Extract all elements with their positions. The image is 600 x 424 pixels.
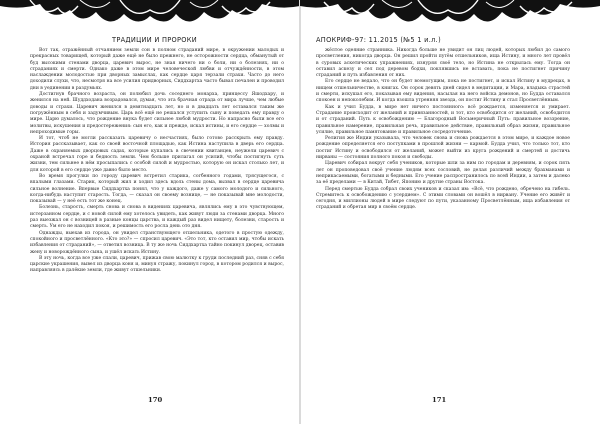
paragraph: В эту ночь, когда все уже спали, царевич, прижав свою малютку к груди последний раз, сняв с себя царские украшения, вывел из дворца коня и, минуя стражу, покинул город, в котором родился и вырос, направляясь в далёкие земли, где живут отшельники.: [30, 255, 284, 274]
paragraph: Достигнув брачного возраста, он полюбил дочь соседнего монарха, принцессу Яшодхару, и женился на ней. Шуддходана возрадовался, думая, что эта брачная отрада от мира лучше, чем любые доводы и страхи. Царевич женился в девятнадцать лет, но и в двадцать лет оставался таким же погружённым в себя и задумчивым. Царь всё ещё не решался уступить сыну и поведать ему правду о мире. Царю думалось, что рождение внука будет сильнее любой мудрости. Но напрасно были все его молитвы, искушения и предостережения: сын его, как и прежде, искал истины, и его сердце — холмы и непроходимые горы.: [30, 92, 284, 135]
paragraph: И тот, чтоб не могли рассказать царевичу о несчастиях, было готово расскрыть ему правду. История рассказывает, как со своей восточной площадью, как Истина наступила в дверь его сердца. Даже в охраняемых дворцовых садах, которые купались в свечении квитанцев, неужели царевич с охраной встречал горе и бедность земли. Чем больше прилагал он усилий, чтобы постигнуть суть жизни, тем сильнее в нём просыпались с особой силой и мудростью, которую он искал столько лет, и для которой в его сердце уже давно было место.: [30, 136, 284, 173]
paragraph: Во время прогулки по городу царевич встретил старика, согбенного годами, трясущегося, с впалыми глазами. Старик, который жил и ходил здесь вдоль стены дома, вызвал в сердце царевича сильное волнение. Впервые Сиддхартха понял, что у каждого, даже у самого молодого и сильного, когда-нибудь наступит старость. Тогда, — сказал он своему вознице, — не показывай мне молодости, показывай — у неё есть тот же конец.: [30, 173, 284, 205]
running-head-left: ТРАДИЦИИ И ПРОРОКИ: [112, 36, 198, 44]
paragraph: Его сердце не ведало, что он будет всемогущим, пока не постигнет, и искал Истину в мудрецах, в нищем отшельничестве, в книгах. Он сорок девять дней сидел в медитации, и Мара, владыка страстей и смерти, искушал его, показывая ему видения, насылая на него войска демонов, но Будда оставался спокоен и непоколебим. И когда взошла утренняя звезда, он постиг Истину и стал Просветлённым.: [316, 79, 570, 104]
tribal-ornament-header: [300, 0, 600, 34]
paragraph: Однажды, выехав из города, он увидел странствующего отшельника, одетого в простую одежду, спокойного и просветлённого. «Кто это?» — спросил царевич. «Это тот, кто оставил мир, чтобы искать избавления от страданий», — ответил возница. В ту же ночь Сиддхартха тайно покинул дворец, оставив жену и новорождённого сына, и ушёл искать Истину.: [30, 230, 284, 255]
right-page: [300, 0, 600, 424]
running-head-right: АПОКРИФ-97: 11.2015 (№5 1 и.л.): [316, 36, 441, 44]
tribal-ornament-header: [0, 0, 300, 34]
left-page-body: [30, 48, 284, 275]
paragraph: жёлтое одеяние странника. Никогда больше не увидит он лиц людей, которых любил до самого просветления, никогда дворца. Он решил пройти путём отшельников, ища Истину, и много лет провёл в суровых аскетических упражнениях, изнуряя своё тело, но Истина не открылась ему. Тогда он оставил аскезу и сел под деревом бодхи, поклявшись не вставать, пока не постигнет причину страданий и путь избавления от них.: [316, 48, 570, 79]
paragraph: Болезнь, старость, смерть снова и снова в видениях царевича, являлись ему в это чувствующем, истерзанном сердце, и с новой силой ему хотелось увидеть, как живут люди за стенами дворца. Много раз выезжал он с возницей в разные концы царства, и каждый раз видел нищету, болезни, старость и смерть. Ум его не находил покоя, и решимость его росла день ото дня.: [30, 205, 284, 230]
paragraph: Перед смертью Будда собрал своих учеников и сказал им: «Всё, что рождено, обречено на гибель. Стремитесь к освобождению с усердием». С этими словами он вошёл в нирвану. Учение его живёт и сегодня, и миллионы людей в мире следуют по пути, указанному Просветлённым, ища избавления от страданий и обретая мир в своём сердце.: [316, 186, 570, 211]
page-number-left: 170: [148, 396, 163, 404]
page-number-right: 171: [432, 396, 447, 404]
right-page-body: [316, 48, 570, 212]
paragraph: Вот так, отражённый отчаянием земли сон в полном страданий мире, в окружении малодых и прекрасных товарищей, который даже ещё не было прежнего, не осторожности сердца, обманутый от буд высокими стенами дворца, царевич вырос, не зная ничего ни о боли, ни о болезнях, ни о страданиях и смерти. Однако даже в этом мире человеческой любви и отчуждённости, в этом наслаждении молодостью при дворных замыслах, как сердце царя терзали страхи. Часто до него доходили слухи, что, несмотря на все усилия придворных, Сиддхартха часто бывал печален и проводил дни в уединении в раздумьях.: [30, 48, 284, 91]
paragraph: Как и учил Будда, в мире нет ничего постоянного: всё рождается, изменяется и умирает. Страдание происходит от желаний и привязанностей, и тот, кто освободится от желаний, освободится и от страданий. Путь к освобождению — Благородный Восьмеричный Путь: правильное воззрение, правильное намерение, правильная речь, правильное действие, правильный образ жизни, правильное усилие, правильное памятование и правильное сосредоточение.: [316, 104, 570, 135]
paragraph: Религия же Индии указывала, что человек снова и снова рождается в этом мире, и каждое новое рождение определяется его поступками в прошлой жизни — кармой. Будда учил, что только тот, кто постиг Истину и освободился от желаний, может выйти из круга рождений и смертей и достичь нирваны — состояния полного покоя и свободы.: [316, 136, 570, 161]
paragraph: Царевич собирал вокруг себя учеников, которые шли за ним по городам и деревням, и сорок пять лет он проповедовал своё учение людям всех сословий, не делая различий между брахманами и неприкасаемыми, богатыми и бедными. Его учение распространилось по всей Индии, а затем и далеко за её пределами — в Китай, Тибет, Японию и другие страны Востока.: [316, 161, 570, 186]
